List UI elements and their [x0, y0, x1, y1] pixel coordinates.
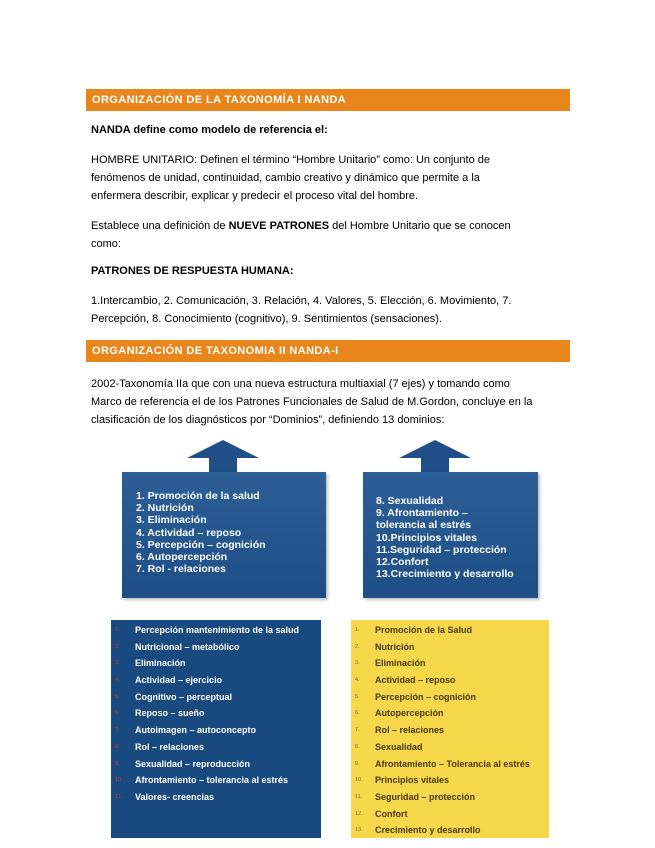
list-item [111, 739, 321, 756]
taxonomia-2-paragraph [91, 375, 561, 429]
item-label: Confort [375, 808, 408, 819]
patrones-gordon-panel [111, 620, 321, 838]
nueve-patrones-emphasis: NUEVE PATRONES [228, 220, 330, 232]
dominios-yellow-list [351, 620, 549, 839]
list-item [351, 756, 549, 773]
item-number: 1. [355, 627, 360, 633]
paragraph-line: enfermera describir, explicar y predecir el proceso vital del hombre. [91, 190, 419, 202]
list-item [351, 705, 549, 722]
list-item: 2. Nutrición [136, 502, 194, 515]
list-item [351, 672, 549, 689]
item-number: 13. [355, 827, 363, 834]
item-label: Seguridad – protección [375, 791, 476, 802]
item-label: Crecimiento y desarrollo [375, 825, 481, 836]
paragraph-line [91, 217, 561, 235]
item-number: 6. [355, 710, 360, 717]
item-number: 3. [115, 660, 120, 667]
list-item [351, 722, 549, 739]
patrones-respuesta-title: PATRONES DE RESPUESTA HUMANA: [91, 265, 294, 277]
dominios-yellow-panel [351, 620, 549, 838]
intro-text: NANDA define como modelo de referencia el: [91, 124, 328, 136]
paragraph-line: Percepción, 8. Conocimiento (cognitivo), 9. Sentimientos (sensaciones). [91, 313, 442, 325]
dominios-box-left [122, 472, 326, 598]
list-item [111, 772, 321, 789]
paragraph-line: clasificación de los diagnósticos por “Dominios”, definiendo 13 dominios: [91, 414, 445, 426]
dominios-box-right [363, 472, 538, 598]
item-label: Rol – relaciones [375, 725, 445, 736]
list-item [111, 756, 321, 773]
item-label: Reposo – sueño [135, 708, 205, 719]
list-item: tolerancia al estrés [376, 519, 472, 532]
list-item [351, 806, 549, 823]
paragraph-line: 2002-Taxonomía IIa que con una nueva estructura multiaxial (7 ejes) y tomando como [91, 378, 510, 390]
list-item: 12.Confort [376, 556, 429, 569]
paragraph-line: HOMBRE UNITARIO: Definen el término “Hombre Unitario” como: Un conjunto de [91, 154, 490, 166]
item-number: 7. [355, 727, 360, 734]
arrow-up-stem [421, 458, 449, 472]
list-item [111, 689, 321, 706]
list-item: 8. Sexualidad [376, 495, 444, 507]
list-item [111, 789, 321, 806]
patrones-gordon-list [111, 620, 321, 806]
item-label: Actividad – reposo [375, 675, 456, 686]
establece-paragraph [91, 217, 561, 253]
hombre-unitario-paragraph [91, 151, 561, 205]
item-label: Rol – relaciones [135, 741, 205, 752]
list-item: 5. Percepción – cognición [136, 538, 266, 551]
paragraph-line: 1.Intercambio, 2. Comunicación, 3. Relación, 4. Valores, 5. Elección, 6. Movimiento, 7. [91, 295, 512, 307]
list-item [111, 722, 321, 739]
item-number: 2. [355, 643, 360, 650]
list-item: 11.Seguridad – protección [376, 543, 507, 556]
list-item [351, 822, 549, 839]
item-label: Percepción mantenimiento de la salud [135, 625, 300, 635]
item-label: Sexualidad [375, 741, 423, 752]
list-item [111, 655, 321, 672]
item-label: Valores- creencias [135, 791, 215, 802]
text-span: del Hombre Unitario que se conocen [329, 220, 511, 232]
arrow-up-stem [209, 458, 237, 472]
item-label: Percepción – cognición [375, 691, 477, 702]
item-label: Cognitivo – perceptual [135, 691, 233, 702]
list-item: 4. Actividad – reposo [136, 526, 242, 539]
item-label: Sexualidad – reproducción [135, 758, 251, 769]
item-number: 8. [115, 743, 120, 750]
item-label: Eliminación [135, 658, 186, 669]
item-label: Nutricional – metabólico [135, 641, 240, 652]
list-item [351, 639, 549, 656]
item-number: 10. [355, 777, 363, 784]
item-number: 2. [115, 643, 120, 650]
item-number: 11. [115, 793, 123, 800]
item-number: 10. [115, 777, 123, 784]
item-number: 1. [115, 627, 120, 633]
list-item [351, 689, 549, 706]
item-label: Afrontamiento – Tolerancia al estrés [375, 758, 530, 769]
item-label: Autoimagen – autoconcepto [135, 725, 257, 736]
item-label: Principios vitales [375, 775, 450, 786]
text-span: Establece una definición de [91, 220, 229, 232]
list-item [111, 639, 321, 656]
item-label: Promoción de la Salud [375, 625, 473, 635]
list-item [351, 772, 549, 789]
item-number: 9. [115, 760, 120, 767]
item-label: Nutrición [375, 641, 415, 652]
paragraph-line: como: [91, 238, 121, 250]
list-item: 13.Crecimiento y desarrollo [376, 568, 514, 581]
item-number: 5. [115, 693, 120, 700]
list-item: 1. Promoción de la salud [136, 490, 260, 502]
dominios-list-right [376, 495, 514, 580]
patrones-list-paragraph [91, 292, 561, 328]
list-item [111, 622, 321, 639]
item-label: Afrontamiento – tolerancia al estrés [135, 775, 289, 786]
item-number: 4. [355, 677, 360, 684]
item-number: 9. [355, 760, 360, 767]
list-item: 9. Afrontamiento – [376, 507, 468, 520]
list-item: 3. Eliminación [136, 514, 207, 527]
section-header-taxonomia-1: ORGANIZACIÓN DE LA TAXONOMÍA I NANDA [86, 89, 570, 111]
item-number: 4. [115, 677, 120, 684]
item-number: 7. [115, 727, 120, 734]
list-item: 10.Principios vitales [376, 531, 477, 544]
item-number: 5. [355, 693, 360, 700]
list-item: 6. Autopercepción [136, 551, 228, 564]
arrow-up-icon [399, 440, 471, 458]
item-label: Eliminación [375, 658, 426, 669]
list-item [111, 672, 321, 689]
section-header-taxonomia-2: ORGANIZACIÓN DE TAXONOMIA II NANDA-I [86, 340, 570, 362]
list-item [111, 705, 321, 722]
item-number: 12. [355, 810, 363, 817]
list-item [351, 655, 549, 672]
item-number: 11. [355, 793, 363, 800]
dominios-list-left [136, 490, 266, 575]
list-item [351, 622, 549, 639]
list-item [351, 789, 549, 806]
item-number: 3. [355, 660, 360, 667]
paragraph-line: fenómenos de unidad, continuidad, cambio creativo y dinámico que permite a la [91, 172, 480, 184]
list-item [351, 739, 549, 756]
item-number: 8. [355, 743, 360, 750]
item-label: Autopercepción [375, 708, 444, 719]
list-item: 7. Rol - relaciones [136, 563, 226, 576]
arrow-up-icon [187, 440, 259, 458]
paragraph-line: Marco de referencia el de los Patrones Funcionales de Salud de M.Gordon, concluye en la [91, 396, 533, 408]
item-number: 6. [115, 710, 120, 717]
item-label: Actividad – ejercicio [135, 675, 223, 686]
